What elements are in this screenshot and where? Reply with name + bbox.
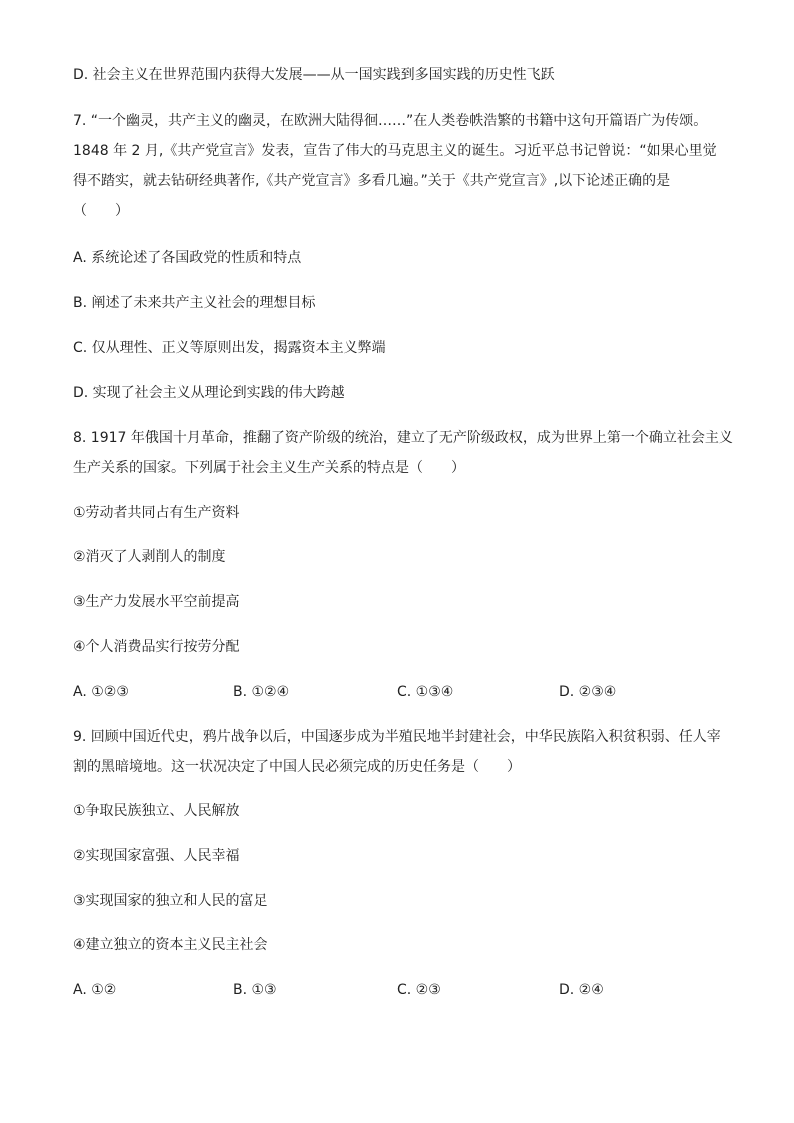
q8-stem-line-2: 生产关系的国家。下列属于社会主义生产关系的特点是（ ） bbox=[73, 460, 465, 476]
q8-statement-3: ③生产力发展水平空前提高 bbox=[73, 594, 240, 610]
q9-statement-1: ①争取民族独立、人民解放 bbox=[73, 803, 240, 819]
q9-statement-4: ④建立独立的资本主义民主社会 bbox=[73, 937, 268, 953]
q8-statement-4: ④个人消费品实行按劳分配 bbox=[73, 639, 240, 655]
q9-choice-d: D. ②④ bbox=[559, 982, 604, 998]
q9-statement-2: ②实现国家富强、人民幸福 bbox=[73, 848, 240, 864]
q6-option-d: D. 社会主义在世界范围内获得大发展——从一国实践到多国实践的历史性飞跃 bbox=[73, 67, 555, 83]
q8-choice-c: C. ①③④ bbox=[397, 684, 454, 700]
q9-choice-a: A. ①② bbox=[73, 982, 117, 998]
q7-option-a: A. 系统论述了各国政党的性质和特点 bbox=[73, 250, 302, 266]
q7-stem-line-3: 得不踏实，就去钻研经典著作,《共产党宣言》多看几遍。”关于《共产党宣言》,以下论述正确的是 bbox=[73, 173, 671, 189]
q8-statement-1: ①劳动者共同占有生产资料 bbox=[73, 505, 240, 521]
q9-choice-c: C. ②③ bbox=[397, 982, 441, 998]
q9-choices bbox=[73, 980, 723, 1000]
q7-option-c: C. 仅从理性、正义等原则出发，揭露资本主义弊端 bbox=[73, 340, 386, 356]
q7-option-b: B. 阐述了未来共产主义社会的理想目标 bbox=[73, 295, 316, 311]
q7-answer-bracket: （ ） bbox=[73, 203, 129, 219]
q9-stem-line-2: 割的黑暗境地。这一状况决定了中国人民必须完成的历史任务是（ ） bbox=[73, 759, 521, 775]
q8-choice-d: D. ②③④ bbox=[559, 684, 617, 700]
q8-choice-b: B. ①②④ bbox=[233, 684, 290, 700]
q8-choice-a: A. ①②③ bbox=[73, 684, 129, 700]
q8-statement-2: ②消灭了人剥削人的制度 bbox=[73, 549, 226, 565]
q9-stem-line-1: 9. 回顾中国近代史，鸦片战争以后，中国逐步成为半殖民地半封建社会，中华民族陷入积贫积弱、任人宰 bbox=[73, 729, 721, 745]
q9-choice-b: B. ①③ bbox=[233, 982, 277, 998]
q7-stem-line-1: 7. “一个幽灵，共产主义的幽灵，在欧洲大陆得徊……”在人类卷帙浩繁的书籍中这句开篇语广为传颂。 bbox=[73, 113, 708, 129]
q8-stem-line-1: 8. 1917 年俄国十月革命，推翻了资产阶级的统治，建立了无产阶级政权，成为世界上第一个确立社会主义 bbox=[73, 430, 733, 446]
q9-statement-3: ③实现国家的独立和人民的富足 bbox=[73, 893, 268, 909]
q7-option-d: D. 实现了社会主义从理论到实践的伟大跨越 bbox=[73, 385, 345, 401]
q7-stem-line-2: 1848 年 2 月,《共产党宣言》发表，宣告了伟大的马克思主义的诞生。习近平总书记曾说：“如果心里觉 bbox=[73, 143, 717, 159]
q8-choices bbox=[73, 682, 723, 702]
